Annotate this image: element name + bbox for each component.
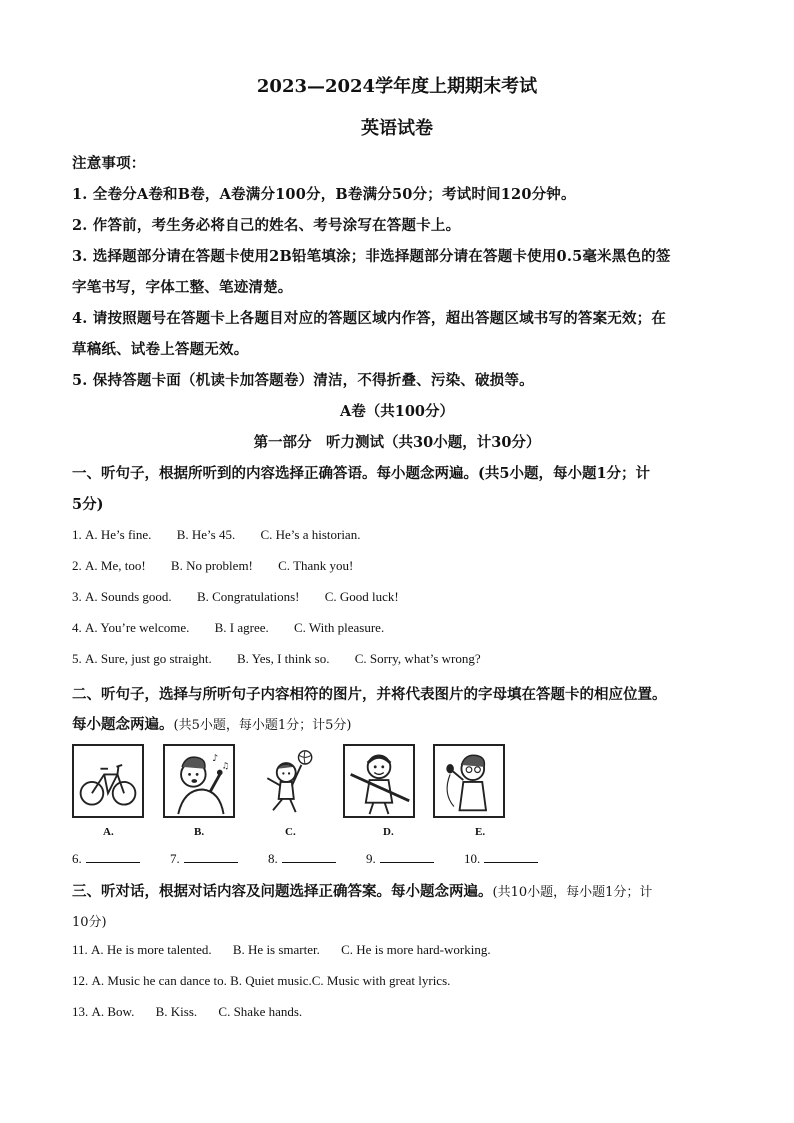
question-row bbox=[72, 620, 384, 636]
question-row bbox=[72, 589, 399, 605]
answer-blank[interactable] bbox=[268, 850, 336, 867]
answer-blank[interactable] bbox=[170, 850, 238, 867]
option-c: C. With pleasure. bbox=[293, 620, 385, 635]
singing-person-icon bbox=[165, 746, 233, 816]
section2-heading-bold: 每小题念两遍。 bbox=[72, 716, 174, 733]
option-b: B. Yes, I think so. bbox=[237, 651, 330, 666]
note-line: 5. 保持答题卡面（机读卡加答题卷）清洁，不得折叠、污染、破损等。 bbox=[72, 372, 534, 389]
section2-heading-note: (共5小题，每小题1分；计5分) bbox=[173, 718, 352, 733]
option-b: B. I agree. bbox=[214, 620, 269, 635]
notes-heading: 注意事项： bbox=[72, 155, 146, 172]
section2-heading-cont bbox=[72, 713, 351, 734]
blank-line[interactable] bbox=[282, 850, 336, 863]
note-line: 2. 作答前，考生务必将自己的姓名、考号涂写在答题卡上。 bbox=[72, 217, 461, 234]
option-c: C. He is more hard-working. bbox=[341, 942, 491, 957]
section3-heading bbox=[72, 880, 652, 901]
picture-label-b: B. bbox=[194, 826, 205, 838]
note-line: 草稿纸、试卷上答题无效。 bbox=[72, 341, 249, 358]
picture-c bbox=[254, 744, 326, 818]
question-number: 11. bbox=[72, 942, 88, 957]
blank-number: 10. bbox=[464, 851, 481, 866]
picture-label-c: C. bbox=[285, 826, 296, 838]
question-number: 13. bbox=[72, 1004, 89, 1019]
option-b: B. No problem! bbox=[170, 558, 253, 573]
section2-heading: 二、听句子，选择与所听句子内容相符的图片，并将代表图片的字母填在答题卡的相应位置。 bbox=[72, 686, 667, 703]
option-a: A. He is more talented. bbox=[91, 942, 212, 957]
question-number: 1. bbox=[72, 527, 82, 542]
section3-heading-note-cont: 10分) bbox=[72, 915, 107, 930]
section3-heading-note: (共10小题，每小题1分；计 bbox=[492, 885, 653, 900]
option-b: B. Quiet music. bbox=[230, 973, 312, 988]
answer-blank[interactable] bbox=[72, 850, 140, 867]
question-row bbox=[72, 527, 360, 543]
picture-label-a: A. bbox=[103, 826, 114, 838]
svg-text:♫: ♫ bbox=[221, 761, 230, 772]
question-row bbox=[72, 558, 353, 574]
blank-number: 9. bbox=[366, 851, 376, 866]
question-number: 4. bbox=[72, 620, 82, 635]
question-row bbox=[72, 973, 450, 989]
volume-a-heading: A卷（共100分） bbox=[339, 403, 455, 420]
section1-heading: 一、听句子，根据所听到的内容选择正确答语。每小题念两遍。(共5小题，每小题1分；计 bbox=[72, 465, 651, 482]
question-number: 12. bbox=[72, 973, 89, 988]
bicycle-icon bbox=[74, 746, 142, 816]
option-a: A. Sure, just go straight. bbox=[85, 651, 212, 666]
section3-heading-bold: 三、听对话，根据对话内容及问题选择正确答案。每小题念两遍。 bbox=[72, 883, 493, 900]
option-a: A. Bow. bbox=[91, 1004, 135, 1019]
question-number: 5. bbox=[72, 651, 82, 666]
option-a: A. He’s fine. bbox=[85, 527, 152, 542]
blank-number: 7. bbox=[170, 851, 180, 866]
part1-heading: 第一部分 听力测试（共30小题，计30分） bbox=[253, 434, 541, 451]
option-b: B. Congratulations! bbox=[196, 589, 300, 604]
section3-heading-cont bbox=[72, 911, 107, 930]
answer-blank[interactable] bbox=[464, 850, 538, 867]
option-b: B. He is smarter. bbox=[232, 942, 320, 957]
option-c: C. Music with great lyrics. bbox=[311, 973, 451, 988]
option-a: A. Sounds good. bbox=[85, 589, 172, 604]
volleyball-kid-icon bbox=[256, 746, 324, 816]
blank-line[interactable] bbox=[484, 850, 538, 863]
singer-with-microphone-icon bbox=[435, 746, 503, 816]
question-row bbox=[72, 942, 491, 958]
blank-number: 6. bbox=[72, 851, 82, 866]
answer-blank[interactable] bbox=[366, 850, 434, 867]
option-b: B. He’s 45. bbox=[176, 527, 236, 542]
svg-text:♪: ♪ bbox=[212, 753, 219, 765]
picture-d bbox=[343, 744, 415, 818]
option-a: A. You’re welcome. bbox=[85, 620, 190, 635]
picture-a bbox=[72, 744, 144, 818]
note-line: 字笔书写，字体工整、笔迹清楚。 bbox=[72, 279, 293, 296]
picture-label-d: D. bbox=[383, 826, 394, 838]
note-line: 4. 请按照题号在答题卡上各题目对应的答题区域内作答，超出答题区域书写的答案无效；在 bbox=[72, 310, 667, 327]
exam-subtitle: 英语试卷 bbox=[361, 118, 433, 139]
picture-b bbox=[163, 744, 235, 818]
exam-title: 2023—2024学年度上期期末考试 bbox=[256, 76, 538, 97]
picture-label-e: E. bbox=[475, 826, 486, 838]
option-c: C. Thank you! bbox=[278, 558, 354, 573]
option-c: C. Shake hands. bbox=[218, 1004, 303, 1019]
option-c: C. Good luck! bbox=[324, 589, 399, 604]
blank-number: 8. bbox=[268, 851, 278, 866]
blank-line[interactable] bbox=[380, 850, 434, 863]
option-a: A. Me, too! bbox=[85, 558, 146, 573]
question-number: 3. bbox=[72, 589, 82, 604]
option-a: A. Music he can dance to. bbox=[91, 973, 227, 988]
note-line: 1. 全卷分A卷和B卷，A卷满分100分，B卷满分50分；考试时间120分钟。 bbox=[72, 186, 576, 203]
question-row bbox=[72, 1004, 302, 1020]
option-c: C. Sorry, what’s wrong? bbox=[354, 651, 481, 666]
option-b: B. Kiss. bbox=[155, 1004, 198, 1019]
question-row bbox=[72, 651, 481, 667]
question-number: 2. bbox=[72, 558, 82, 573]
monkey-king-icon bbox=[345, 746, 413, 816]
picture-e bbox=[433, 744, 505, 818]
section1-heading-cont: 5分) bbox=[72, 496, 104, 513]
note-line: 3. 选择题部分请在答题卡使用2B铅笔填涂；非选择题部分请在答题卡使用0.5毫米黑色的签 bbox=[72, 248, 671, 265]
blank-line[interactable] bbox=[86, 850, 140, 863]
option-c: C. He’s a historian. bbox=[260, 527, 361, 542]
blank-line[interactable] bbox=[184, 850, 238, 863]
